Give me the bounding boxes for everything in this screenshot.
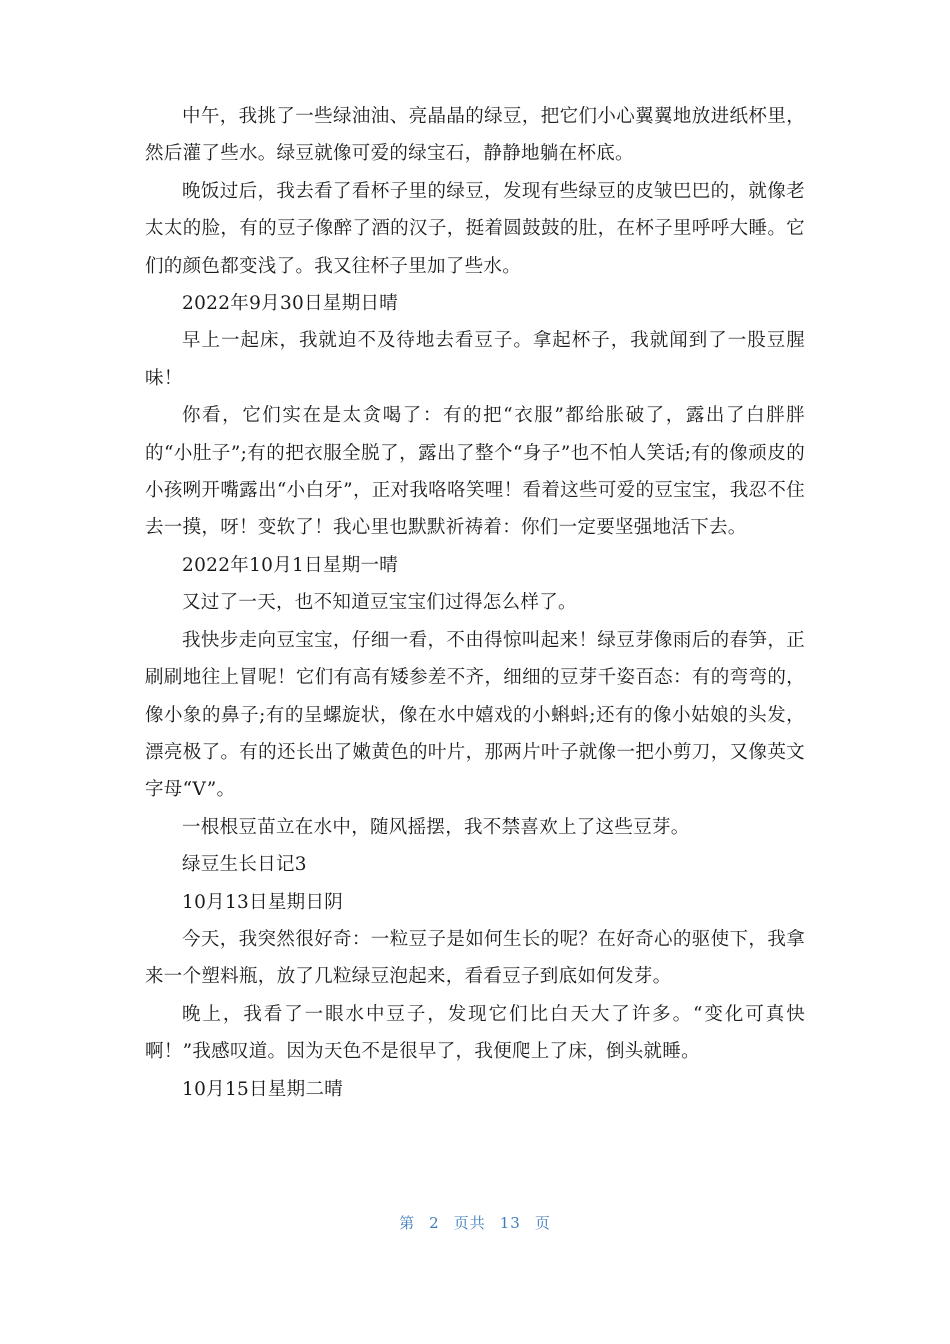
page-footer	[0, 1212, 950, 1233]
diary-date-heading: 10月15日星期二晴	[182, 1078, 344, 1100]
diary-date-heading: 2022年10月1日星期一晴	[182, 554, 399, 576]
footer-middle: 页共	[453, 1214, 486, 1232]
paragraph: 早上一起床，我就迫不及待地去看豆子。拿起杯子，我就闻到了一股豆腥味！	[145, 330, 805, 389]
paragraph: 晚饭过后，我去看了看杯子里的绿豆，发现有些绿豆的皮皱巴巴的，就像老太太的脸，有的豆子像醉了酒的汉子，挺着圆鼓鼓的肚，在杯子里呼呼大睡。它们的颜色都变浅了。我又往杯子里加了些水。	[145, 180, 805, 277]
footer-page-number: 2	[429, 1214, 440, 1232]
paragraph: 晚上，我看了一眼水中豆子，发现它们比白天大了许多。“变化可真快啊！”我感叹道。因为天色不是很早了，我便爬上了床，倒头就睡。	[145, 1003, 805, 1063]
paragraph: 一根根豆苗立在水中，随风摇摆，我不禁喜欢上了这些豆芽。	[182, 816, 690, 838]
paragraph: 今天，我突然很好奇：一粒豆子是如何生长的呢？在好奇心的驱使下，我拿来一个塑料瓶，放了几粒绿豆泡起来，看看豆子到底如何发芽。	[145, 928, 805, 988]
paragraph: 我快步走向豆宝宝，仔细一看，不由得惊叫起来！绿豆芽像雨后的春笋，正刷刷地往上冒呢！它们有高有矮参差不齐，细细的豆芽千姿百态：有的弯弯的，像小象的鼻子;有的呈螺旋状，像在水中嬉戏的小蝌蚪;还有的像小姑娘的头发，漂亮极了。有的还长出了嫩黄色的叶片，那两片叶子就像一把小剪刀，又像英文字母“V”。	[145, 629, 805, 801]
paragraph: 中午，我挑了一些绿油油、亮晶晶的绿豆，把它们小心翼翼地放进纸杯里，然后灌了些水。绿豆就像可爱的绿宝石，静静地躺在杯底。	[145, 106, 805, 165]
section-title: 绿豆生长日记3	[182, 854, 307, 876]
diary-date-heading: 2022年9月30日星期日晴	[182, 293, 399, 315]
document-body	[145, 98, 805, 1108]
footer-prefix: 第	[399, 1214, 416, 1232]
diary-date-heading: 10月13日星期日阴	[182, 891, 344, 913]
paragraph: 你看，它们实在是太贪喝了：有的把“衣服”都给胀破了，露出了白胖胖的“小肚子”;有的把衣服全脱了，露出了整个“身子”也不怕人笑话;有的像顽皮的小孩咧开嘴露出“小白牙”，正对我咯咯笑哩！看着这些可爱的豆宝宝，我忍不住去一摸，呀！变软了！我心里也默默祈祷着：你们一定要坚强地活下去。	[145, 405, 805, 539]
footer-suffix: 页	[534, 1214, 551, 1232]
footer-total-pages: 13	[499, 1214, 521, 1232]
paragraph: 又过了一天，也不知道豆宝宝们过得怎么样了。	[182, 592, 577, 614]
